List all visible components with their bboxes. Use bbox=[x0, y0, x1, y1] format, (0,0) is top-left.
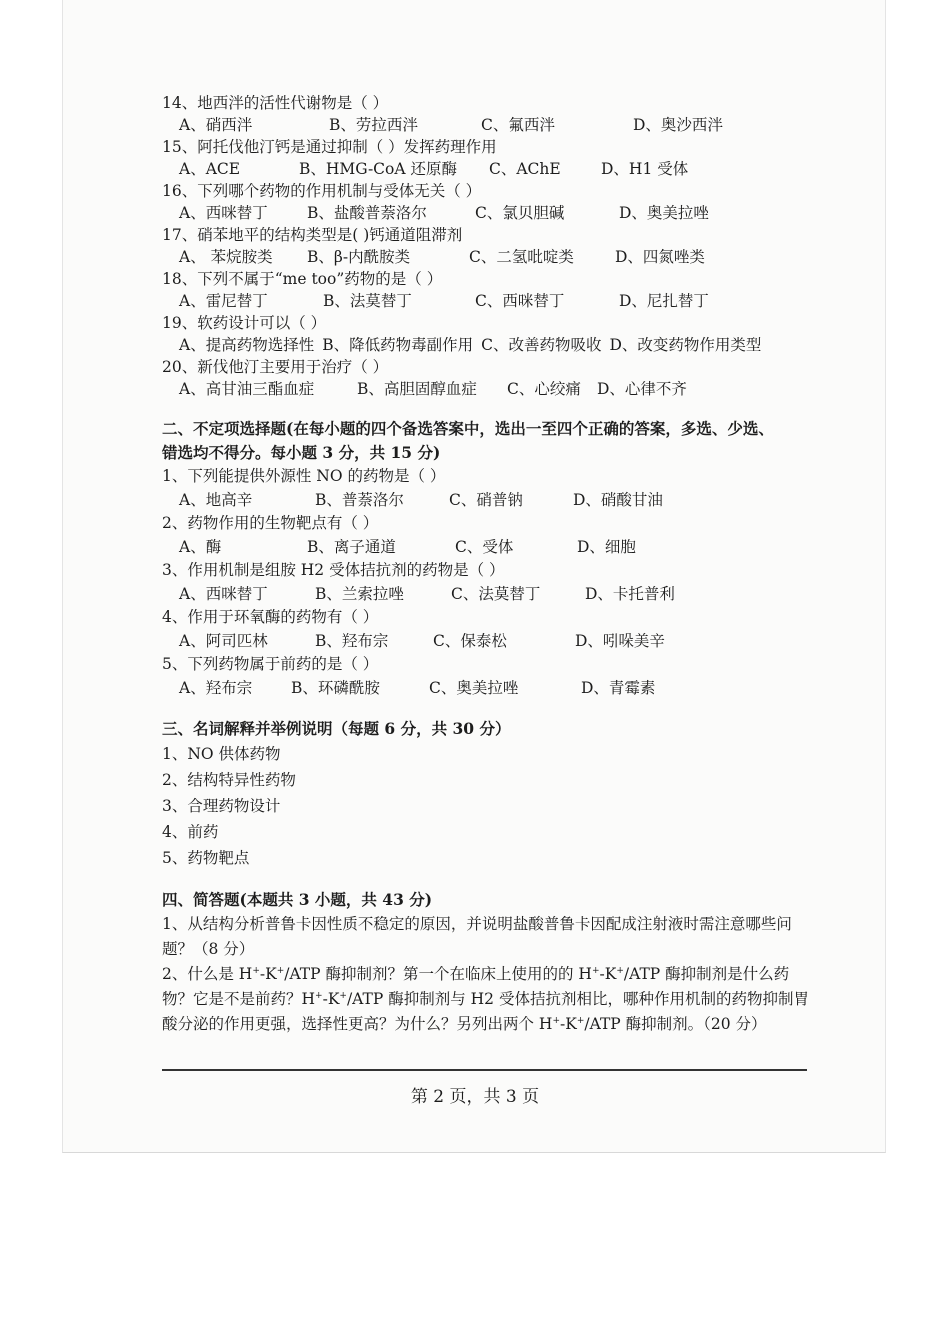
option-d: D、H1 受体 bbox=[601, 160, 689, 178]
option-d: D、青霉素 bbox=[581, 678, 656, 697]
option-b: B、法莫替丁 bbox=[323, 292, 412, 310]
footer-rule bbox=[162, 1069, 807, 1071]
option-c: C、AChE bbox=[489, 160, 561, 178]
option-d: D、奥沙西泮 bbox=[633, 116, 723, 134]
option-d: D、尼扎替丁 bbox=[619, 292, 709, 310]
option-a: A、硝西泮 bbox=[179, 116, 253, 134]
option-b: B、β-内酰胺类 bbox=[307, 248, 411, 266]
option-c: C、法莫替丁 bbox=[451, 584, 541, 603]
option-a: A、西咪替丁 bbox=[179, 204, 268, 222]
question-stem: 5、下列药物属于前药的是（ ） bbox=[162, 655, 379, 673]
short-answer-section bbox=[162, 888, 822, 1037]
question-stem: 3、作用机制是组胺 H2 受体拮抗剂的药物是（ ） bbox=[162, 561, 505, 579]
option-c: C、二氢吡啶类 bbox=[469, 248, 574, 266]
option-row bbox=[162, 114, 822, 136]
option-b: B、高胆固醇血症 bbox=[357, 380, 477, 398]
section-title: 四、简答题(本题共 3 小题，共 43 分) bbox=[162, 890, 433, 909]
option-a: A、西咪替丁 bbox=[179, 584, 268, 603]
option-row bbox=[162, 334, 822, 356]
option-a: A、 苯烷胺类 bbox=[179, 248, 273, 266]
option-row bbox=[162, 677, 822, 701]
option-c: C、改善药物吸收 bbox=[481, 336, 602, 354]
question-stem: 17、硝苯地平的结构类型是( )钙通道阻滞剂 bbox=[162, 226, 463, 244]
option-d: D、改变药物作用类型 bbox=[609, 336, 762, 354]
option-d: D、心律不齐 bbox=[597, 380, 687, 398]
term-item: 2、结构特异性药物 bbox=[162, 771, 296, 789]
option-row bbox=[162, 246, 822, 268]
option-c: C、心绞痛 bbox=[507, 380, 581, 398]
option-b: B、HMG-CoA 还原酶 bbox=[299, 160, 457, 178]
option-c: C、氟西泮 bbox=[481, 116, 555, 134]
option-b: B、羟布宗 bbox=[315, 631, 389, 650]
term-item: 5、药物靶点 bbox=[162, 849, 250, 867]
option-d: D、细胞 bbox=[577, 537, 636, 556]
option-a: A、阿司匹林 bbox=[179, 631, 268, 650]
option-row bbox=[162, 290, 822, 312]
option-row bbox=[162, 378, 822, 400]
option-a: A、高甘油三酯血症 bbox=[179, 380, 315, 398]
term-item: 1、NO 供体药物 bbox=[162, 745, 281, 763]
mc-section bbox=[162, 92, 822, 400]
term-item: 3、合理药物设计 bbox=[162, 797, 281, 815]
option-d: D、卡托普利 bbox=[585, 584, 675, 603]
option-b: B、劳拉西泮 bbox=[329, 116, 418, 134]
option-c: C、西咪替丁 bbox=[475, 292, 565, 310]
question-stem: 18、下列不属于“me too”药物的是（ ） bbox=[162, 270, 443, 288]
question-stem: 1、下列能提供外源性 NO 的药物是（ ） bbox=[162, 467, 446, 485]
option-a: A、雷尼替丁 bbox=[179, 292, 268, 310]
option-c: C、受体 bbox=[455, 537, 514, 556]
page-number: 第 2 页，共 3 页 bbox=[410, 1087, 540, 1107]
question-stem: 20、新伐他汀主要用于治疗（ ） bbox=[162, 358, 389, 376]
option-row bbox=[162, 158, 822, 180]
term-item: 4、前药 bbox=[162, 823, 219, 841]
exam-content bbox=[162, 92, 822, 1037]
section-title-cont: 错选均不得分。每小题 3 分，共 15 分) bbox=[162, 443, 441, 462]
option-b: B、离子通道 bbox=[307, 537, 396, 556]
option-a: A、羟布宗 bbox=[179, 678, 253, 697]
option-a: A、ACE bbox=[179, 160, 241, 178]
option-a: A、地高辛 bbox=[179, 490, 253, 509]
option-d: D、四氮唑类 bbox=[615, 248, 705, 266]
option-d: D、奥美拉唑 bbox=[619, 204, 709, 222]
option-d: D、吲哚美辛 bbox=[575, 631, 665, 650]
question-stem: 4、作用于环氧酶的药物有（ ） bbox=[162, 608, 379, 626]
option-row bbox=[162, 630, 822, 654]
section-title: 二、不定项选择题(在每小题的四个备选答案中，选出一至四个正确的答案，多选、少选、 bbox=[162, 419, 774, 438]
question-stem: 2、药物作用的生物靶点有（ ） bbox=[162, 514, 379, 532]
option-c: C、奥美拉唑 bbox=[429, 678, 519, 697]
option-row bbox=[162, 202, 822, 224]
option-row bbox=[162, 536, 822, 560]
option-c: C、保泰松 bbox=[433, 631, 507, 650]
option-row bbox=[162, 583, 822, 607]
option-b: B、降低药物毒副作用 bbox=[322, 336, 474, 354]
question-1: 1、从结构分析普鲁卡因性质不稳定的原因，并说明盐酸普鲁卡因配成注射液时需注意哪些问题？（8 分） bbox=[162, 915, 792, 958]
option-b: B、环磷酰胺 bbox=[291, 678, 380, 697]
option-b: B、盐酸普萘洛尔 bbox=[307, 204, 427, 222]
question-stem: 19、软药设计可以（ ） bbox=[162, 314, 327, 332]
option-row bbox=[162, 489, 822, 513]
option-b: B、普萘洛尔 bbox=[315, 490, 404, 509]
option-d: D、硝酸甘油 bbox=[573, 490, 663, 509]
question-stem: 15、阿托伐他汀钙是通过抑制（ ）发挥药理作用 bbox=[162, 138, 497, 156]
question-stem: 14、地西泮的活性代谢物是（ ） bbox=[162, 94, 389, 112]
section-title: 三、名词解释并举例说明（每题 6 分，共 30 分） bbox=[162, 719, 511, 738]
term-section bbox=[162, 717, 822, 871]
option-a: A、提高药物选择性 bbox=[179, 336, 315, 354]
option-a: A、酶 bbox=[179, 537, 222, 556]
multi-choice-section bbox=[162, 417, 822, 700]
option-c: C、硝普钠 bbox=[449, 490, 523, 509]
question-2: 2、什么是 H+-K+/ATP 酶抑制剂？第一个在临床上使用的的 H+-K+/ATP 酶抑制剂是什么药物？它是不是前药？H+-K+/ATP 酶抑制剂与 H2 受体拮抗剂相比，哪种作用机制的药物抑制胃酸分泌的作用更强，选择性更高？为什么？另列出两个 H+-K+/ATP 酶抑制剂。（20 分） bbox=[162, 965, 809, 1033]
question-stem: 16、下列哪个药物的作用机制与受体无关（ ） bbox=[162, 182, 482, 200]
option-c: C、氯贝胆碱 bbox=[475, 204, 565, 222]
option-b: B、兰索拉唑 bbox=[315, 584, 404, 603]
